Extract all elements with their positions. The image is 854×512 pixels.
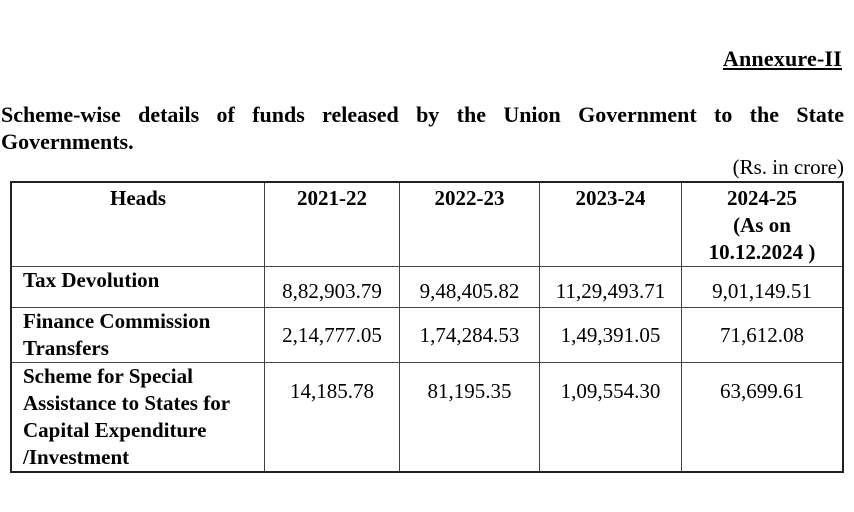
table-cell: 8,82,903.79 <box>265 267 400 308</box>
column-header-2024-25-label: 2024-25 <box>727 186 797 210</box>
table-cell: 14,185.78 <box>265 363 400 473</box>
column-header-2022-23: 2022-23 <box>400 182 540 267</box>
column-header-heads: Heads <box>11 182 265 267</box>
table-cell: 2,14,777.05 <box>265 308 400 363</box>
column-header-2021-22: 2021-22 <box>265 182 400 267</box>
row-head-line: Finance Commission <box>23 309 211 333</box>
table-row <box>11 267 843 308</box>
row-head-line: Assistance to States for <box>23 391 231 415</box>
table-cell: 1,49,391.05 <box>540 308 682 363</box>
table-cell: 63,699.61 <box>682 363 844 473</box>
row-head <box>11 308 265 363</box>
column-header-2024-25 <box>682 182 844 267</box>
row-head-line: Tax Devolution <box>23 268 160 292</box>
units-note: (Rs. in crore) <box>732 155 844 179</box>
funds-table <box>10 181 844 473</box>
row-head-line: /Investment <box>23 445 130 469</box>
table-cell: 81,195.35 <box>400 363 540 473</box>
table-cell: 9,48,405.82 <box>400 267 540 308</box>
heading-line-1: Scheme-wise details of funds released by the Union Government to the State <box>1 102 844 127</box>
table-row <box>11 308 843 363</box>
table-row <box>11 363 843 473</box>
column-header-2024-25-sub2: 10.12.2024 ) <box>708 240 816 264</box>
table-cell: 11,29,493.71 <box>540 267 682 308</box>
heading-line-2: Governments. <box>1 129 134 154</box>
row-head <box>11 267 265 308</box>
row-head-line: Transfers <box>23 336 109 360</box>
column-header-2023-24: 2023-24 <box>540 182 682 267</box>
column-header-2024-25-sub1: (As on <box>733 213 791 237</box>
row-head-line: Capital Expenditure <box>23 418 207 442</box>
table-cell: 1,09,554.30 <box>540 363 682 473</box>
table-cell: 9,01,149.51 <box>682 267 844 308</box>
document-heading <box>1 101 844 155</box>
table-cell: 71,612.08 <box>682 308 844 363</box>
table-header-row <box>11 182 843 267</box>
annexure-label: Annexure-II <box>722 46 842 71</box>
table-cell: 1,74,284.53 <box>400 308 540 363</box>
row-head-line: Scheme for Special <box>23 364 193 388</box>
row-head <box>11 363 265 473</box>
